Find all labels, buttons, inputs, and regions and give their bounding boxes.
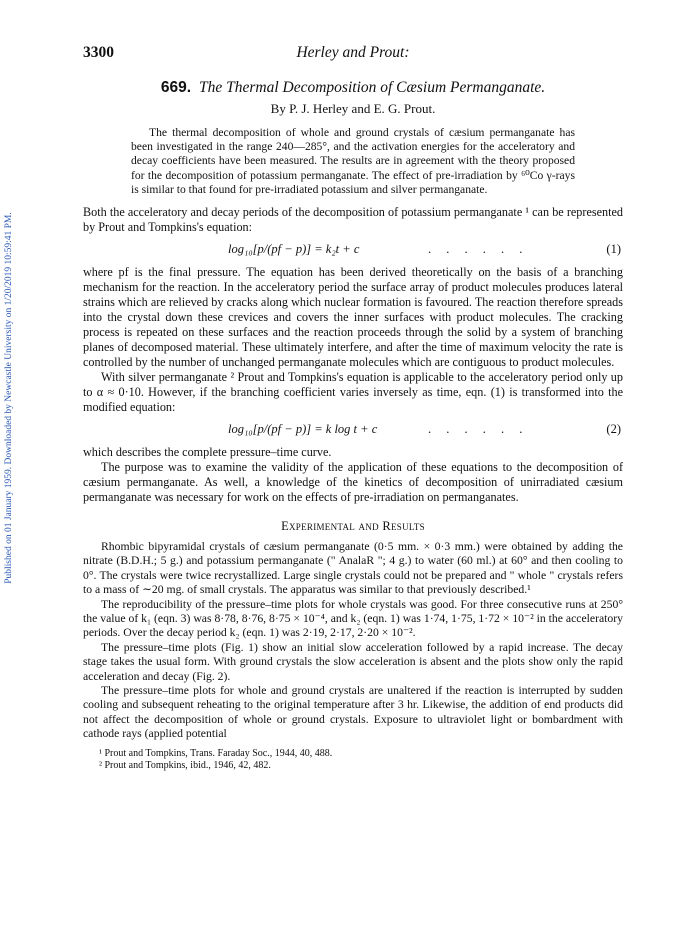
footnotes xyxy=(83,748,623,773)
equation-1 xyxy=(83,239,623,261)
experimental-paragraph-1: Rhombic bipyramidal crystals of cæsium permanganate (0·5 mm. × 0·3 mm.) were obtained by adding the nitrate (B.D.H.; 5 g.) and potassium permanganate (" AnalaR "; 4 g.) to water (60 ml.) at 60° and then cooling to 0°. The crystals were twice recrystallized. Large single crystals could not be prepared and " whole " crystals refers to a mass of ∼20 mg. of small crystals. The apparatus was similar to that previously described.¹ xyxy=(83,540,623,597)
equation-2-number: (2) xyxy=(606,422,621,437)
article-title xyxy=(83,78,623,98)
equation-1-leader: . . . . . . xyxy=(428,242,529,257)
paragraph-4: which describes the complete pressure–time curve. xyxy=(83,445,332,460)
experimental-paragraph-4: The pressure–time plots for whole and ground crystals are unaltered if the reaction is interrupted by sudden cooling and subsequent reheating to the original temperature after 3 hr. Likewise, the addition of end products did not affect the decomposition of whole or ground crystals. Exposure to ultraviolet light or bombardment with cathode rays (applied potential xyxy=(83,684,623,741)
experimental-paragraph-2: The reproducibility of the pressure–time plots for whole crystals was good. For three consecutive runs at 250° the value of k₁ (eqn. 3) was 8·78, 8·76, 8·75 × 10⁻⁴, and k₂ (eqn. 1) was 1·74, 1·75, 1·72 × 10⁻² in the acceleratory periods. Over the decay period k₂ (eqn. 1) was 2·19, 2·17, 2·20 × 10⁻². xyxy=(83,597,623,640)
experimental-section xyxy=(83,540,623,742)
equation-2-formula: log₁₀[p/(pf − p)] = k log t + c xyxy=(228,422,378,437)
watermark-text: Published on 01 January 1959. Downloaded by Newcastle University on 1/20/2019 10:59:41 PM. xyxy=(4,212,14,584)
page-number: 3300 xyxy=(83,44,114,61)
experimental-paragraph-3: The pressure–time plots (Fig. 1) show an initial slow acceleration followed by a rapid increase. The decay stage takes the usual form. With ground crystals the slow acceleration is absent and the plots show only the rapid acceleration and decay (Fig. 2). xyxy=(83,640,623,683)
article-number: 669. xyxy=(160,79,191,96)
footnote-2: ² Prout and Tompkins, ibid., 1946, 42, 482. xyxy=(99,760,271,772)
download-watermark xyxy=(2,168,16,628)
equation-1-number: (1) xyxy=(606,242,621,257)
running-header xyxy=(83,44,623,66)
paragraph-1: Both the acceleratory and decay periods of the decomposition of potassium permanganate ¹ can be represented by Prout and Tompkins's equation: xyxy=(83,205,623,235)
paragraph-3: With silver permanganate ² Prout and Tompkins's equation is applicable to the acceleratory period only up to α ≈ 0·10. However, if the branching coefficient varies inversely as time, eqn. (1) is transformed into the modified equation: xyxy=(83,370,623,415)
paragraph-5: The purpose was to examine the validity of the application of these equations to the decomposition of cæsium permanganate. As well, a knowledge of the kinetics of decomposition of unirradiated cæsium permanganate was necessary for work on the effects of pre-irradiation on permanganates. xyxy=(83,460,623,505)
page xyxy=(83,44,623,773)
footnote-1: ¹ Prout and Tompkins, Trans. Faraday Soc., 1944, 40, 488. xyxy=(99,747,333,759)
introduction xyxy=(83,205,623,505)
running-title: Herley and Prout: xyxy=(296,44,410,61)
paragraph-2: where pf is the final pressure. The equation has been derived theoretically on the basis of a branching mechanism for the reaction. In the acceleratory period the surface array of product molecules produces lateral strains which are relieved by cracks along which nuclear formation is favoured. The reaction therefore spreads into the crystal down these crevices and covers the inner surfaces with product molecules. The cracking process is repeated on these surfaces and the reaction proceeds through the solid by a system of branching planes of decomposed material. These ultimately interfere, and after the time of maximum velocity the rate is controlled by the number of unchanged permanganate molecules which are contiguous to product molecules. xyxy=(83,265,623,370)
section-heading: Experimental and Results xyxy=(281,519,425,534)
equation-2 xyxy=(83,419,623,441)
equation-2-leader: . . . . . . xyxy=(428,422,529,437)
authors: By P. J. Herley and E. G. Prout. xyxy=(270,101,436,116)
article-title-text: The Thermal Decomposition of Cæsium Permanganate. xyxy=(199,79,546,96)
equation-1-formula: log₁₀[p/(pf − p)] = k₂t + c xyxy=(228,242,360,257)
abstract: The thermal decomposition of whole and ground crystals of cæsium permanganate has been investigated in the range 240—285°, and the activation energies for the acceleratory and decay coefficients have been measured. The results are in agreement with the theory proposed for the decomposition of potassium permanganate. The effect of pre-irradiation by ⁶⁰Co γ-rays is similar to that found for pre-irradiated potassium and silver permanganate. xyxy=(131,126,575,196)
